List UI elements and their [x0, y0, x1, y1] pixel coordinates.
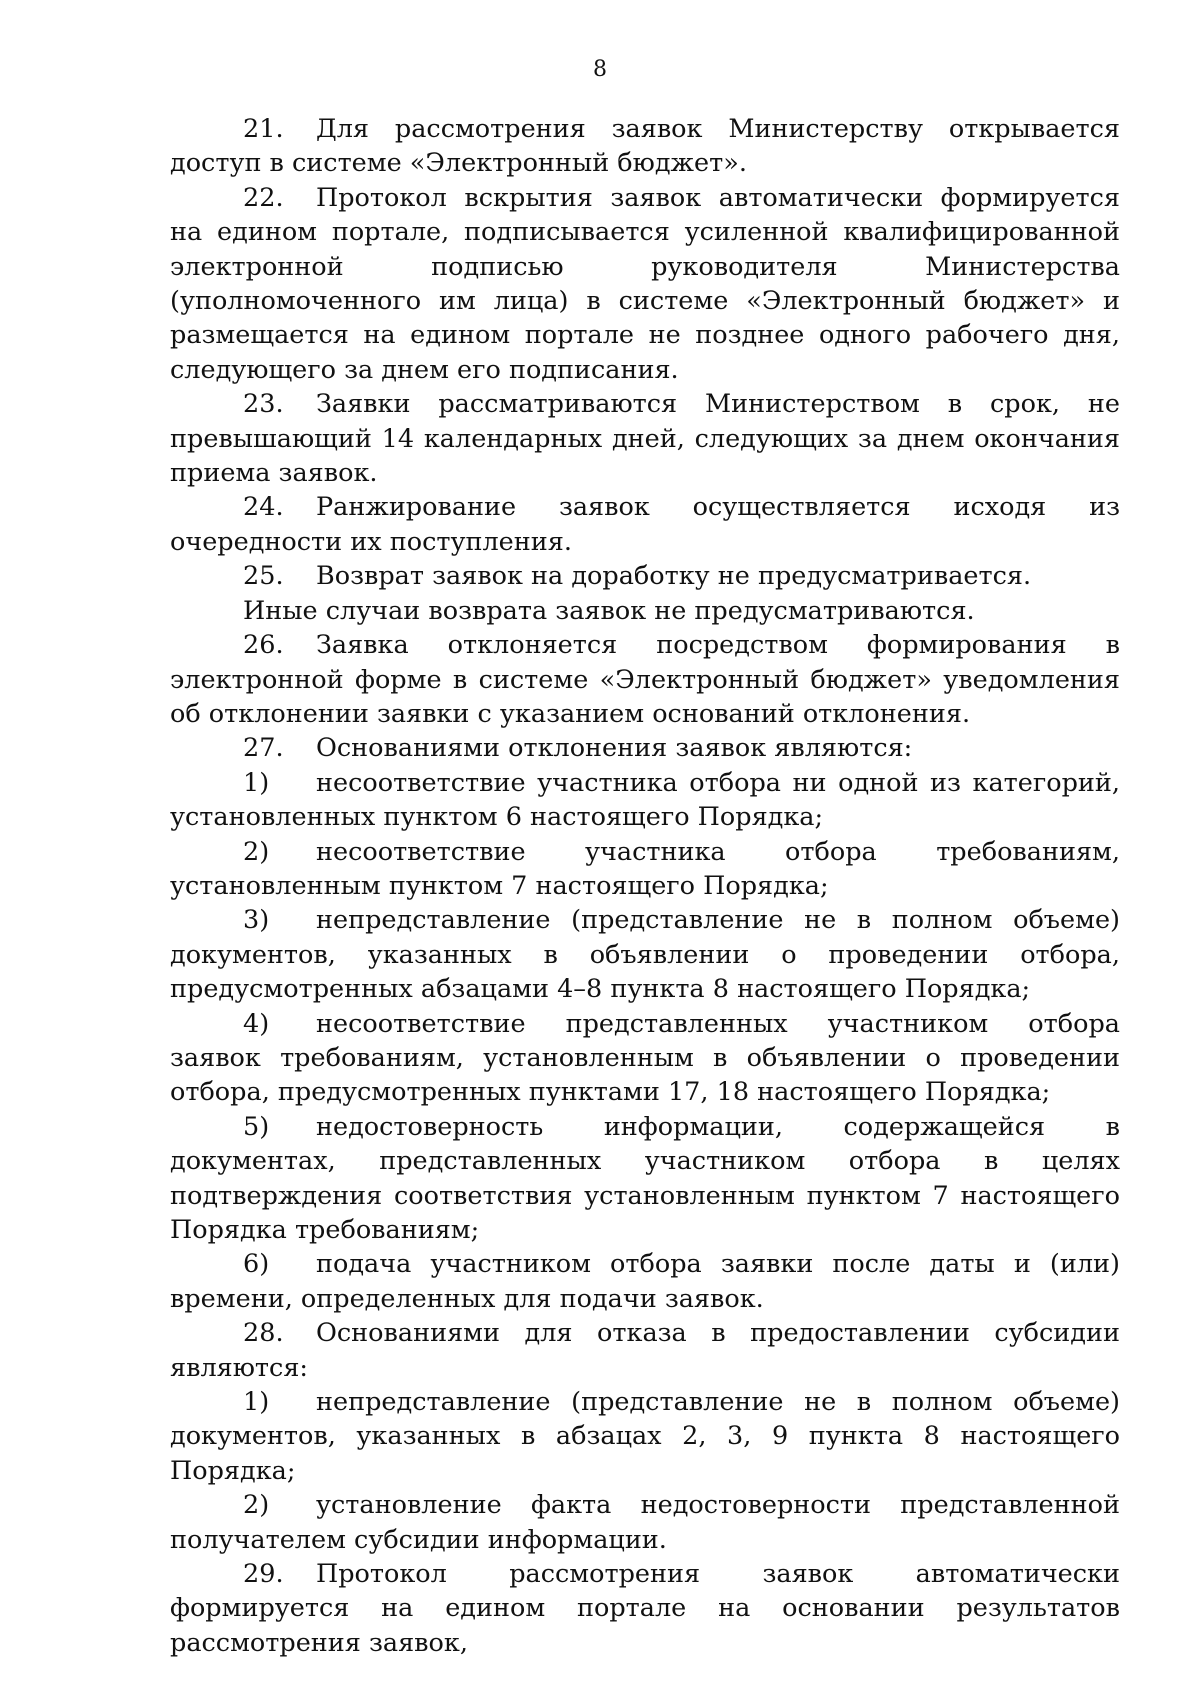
- paragraph-number: 26.: [243, 630, 284, 661]
- list-item-27-4: [170, 1007, 1120, 1110]
- paragraph-number: 27.: [243, 733, 284, 764]
- paragraph-23: [170, 387, 1120, 490]
- paragraph-text: Иные случаи возврата заявок не предусматриваются.: [243, 595, 975, 626]
- list-item-text: недостоверность информации, содержащейся в документах, представленных участником отбора в целях подтверждения соответствия установленным пунктом 7 настоящего Порядка требованиям;: [170, 1111, 1120, 1245]
- list-item-text: несоответствие участника отбора требованиям, установленным пунктом 7 настоящего Порядка;: [170, 836, 1120, 901]
- paragraph-29: [170, 1557, 1120, 1660]
- paragraph-text: Возврат заявок на доработку не предусматривается.: [316, 561, 1032, 592]
- paragraph-number: 22.: [243, 182, 284, 213]
- paragraph-text: Основаниями отклонения заявок являются:: [316, 733, 913, 764]
- list-item-text: установление факта недостоверности представленной получателем субсидии информации.: [170, 1490, 1120, 1555]
- list-item-text: непредставление (представление не в полном объеме) документов, указанных в объявлении о проведении отбора, предусмотренных абзацами 4–8 пункта 8 настоящего Порядка;: [170, 905, 1120, 1005]
- paragraph-number: 29.: [243, 1559, 284, 1590]
- paragraph-number: 23.: [243, 389, 284, 420]
- paragraph-25-continuation: [170, 594, 1120, 628]
- list-item-text: несоответствие представленных участником отбора заявок требованиям, установленным в объявлении о проведении отбора, предусмотренных пунктами 17, 18 настоящего Порядка;: [170, 1008, 1120, 1108]
- list-item-number: 4): [243, 1008, 270, 1039]
- paragraph-text: Заявки рассматриваются Министерством в срок, не превышающий 14 календарных дней, следующих за днем окончания приема заявок.: [170, 389, 1120, 489]
- document-body: [170, 112, 1120, 1660]
- paragraph-number: 25.: [243, 561, 284, 592]
- paragraph-26: [170, 628, 1120, 731]
- page-number: 8: [593, 57, 607, 82]
- list-item-number: 2): [243, 1490, 270, 1521]
- paragraph-number: 21.: [243, 114, 284, 144]
- paragraph-number: 24.: [243, 492, 284, 523]
- list-item-27-2: [170, 835, 1120, 904]
- list-item-27-3: [170, 903, 1120, 1006]
- paragraph-25: [170, 559, 1120, 593]
- list-item-number: 3): [243, 905, 270, 936]
- list-item-28-1: [170, 1385, 1120, 1488]
- list-item-number: 6): [243, 1249, 270, 1280]
- paragraph-text: Основаниями для отказа в предоставлении субсидии являются:: [170, 1318, 1120, 1383]
- paragraph-27: [170, 731, 1120, 765]
- list-item-number: 1): [243, 767, 270, 798]
- paragraph-24: [170, 490, 1120, 559]
- list-item-text: несоответствие участника отбора ни одной из категорий, установленных пунктом 6 настоящего Порядка;: [170, 767, 1120, 833]
- paragraph-text: Заявка отклоняется посредством формирования в электронной форме в системе «Электронный бюджет» уведомления об отклонении заявки с указанием оснований отклонения.: [170, 630, 1120, 729]
- list-item-number: 2): [243, 836, 270, 867]
- list-item-text: подача участником отбора заявки после даты и (или) времени, определенных для подачи заявок.: [170, 1249, 1120, 1314]
- paragraph-text: Ранжирование заявок осуществляется исходя из очередности их поступления.: [170, 492, 1120, 557]
- list-item-number: 1): [243, 1387, 270, 1418]
- list-item-27-5: [170, 1110, 1120, 1248]
- list-item-27-6: [170, 1247, 1120, 1316]
- paragraph-number: 28.: [243, 1318, 284, 1349]
- list-item-27-1: [170, 766, 1120, 835]
- list-item-28-2: [170, 1488, 1120, 1557]
- list-item-number: 5): [243, 1111, 270, 1142]
- paragraph-text: Протокол вскрытия заявок автоматически формируется на едином портале, подписывается усиленной квалифицированной электронной подписью руководителя Министерства (уполномоченного им лица) в системе «Электронный бюджет» и размещается на едином портале не позднее одного рабочего дня, следующего за днем его подписания.: [170, 182, 1120, 385]
- list-item-text: непредставление (представление не в полном объеме) документов, указанных в абзацах 2, 3, 9 пункта 8 настоящего Порядка;: [170, 1387, 1120, 1486]
- paragraph-22: [170, 181, 1120, 387]
- paragraph-21: [170, 112, 1120, 181]
- paragraph-text: Протокол рассмотрения заявок автоматически формируется на едином портале на основании результатов рассмотрения заявок,: [170, 1559, 1120, 1658]
- paragraph-28: [170, 1316, 1120, 1385]
- paragraph-text: Для рассмотрения заявок Министерству открывается доступ в системе «Электронный бюджет».: [170, 114, 1120, 179]
